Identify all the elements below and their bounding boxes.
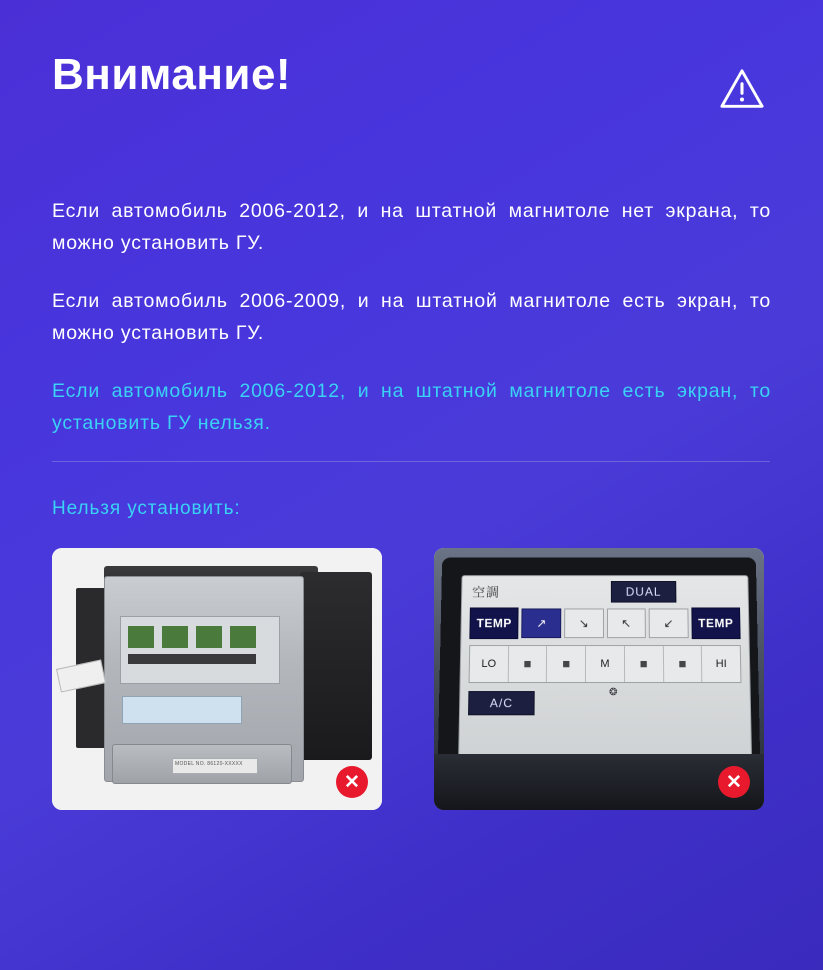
head-unit-photo-card[interactable] xyxy=(52,548,382,810)
spec-plate xyxy=(122,696,242,724)
ac-button[interactable]: A/C xyxy=(468,692,535,716)
mode-row xyxy=(461,608,748,640)
head-unit-illustration xyxy=(52,548,382,810)
paragraph-3-warning: Если автомобиль 2006-2012, и на штатной магнитоле есть экран, то установить ГУ нельзя. xyxy=(52,380,771,434)
paragraph-2: Если автомобиль 2006-2009, и на штатной магнитоле есть экран, то можно установить ГУ. xyxy=(52,290,771,344)
airflow-mode-2-button[interactable]: ↘ xyxy=(564,609,603,639)
board-chip xyxy=(196,626,222,648)
climate-display-photo-card[interactable] xyxy=(434,548,764,810)
airflow-mode-1-button[interactable]: ↗ xyxy=(522,609,562,639)
warning-triangle-icon xyxy=(719,66,765,112)
image-gallery xyxy=(52,548,771,810)
board-chip xyxy=(230,626,256,648)
screen-top-bar xyxy=(462,577,748,606)
fan-step-4[interactable]: ■ xyxy=(663,647,702,683)
temp-left-button[interactable]: TEMP xyxy=(469,608,519,640)
fan-step-3[interactable]: ■ xyxy=(625,647,664,683)
paragraph-1: Если автомобиль 2006-2012, и на штатной магнитоле нет экрана, то можно установить ГУ. xyxy=(52,200,771,254)
display-screen xyxy=(458,576,752,758)
not-supported-badge: ✕ xyxy=(718,766,750,798)
model-label: MODEL NO. 86120-XXXXX xyxy=(172,758,258,774)
fan-speed-row xyxy=(469,646,742,684)
page-title: Внимание! xyxy=(52,50,292,99)
section-subtitle: Нельзя установить: xyxy=(52,498,241,520)
display-bezel xyxy=(438,558,760,764)
fan-mid-button[interactable]: M xyxy=(586,647,625,683)
airflow-mode-3-button[interactable]: ↖ xyxy=(606,609,645,639)
fan-hi-button[interactable]: HI xyxy=(715,658,727,671)
climate-display-illustration xyxy=(434,548,764,810)
dual-button[interactable]: DUAL xyxy=(611,581,677,603)
fan-step-2[interactable]: ■ xyxy=(547,647,586,683)
chassis-side-panel xyxy=(300,572,372,760)
board-chip xyxy=(128,626,154,648)
fan-step-1[interactable]: ■ xyxy=(508,647,547,683)
body-text xyxy=(52,196,771,439)
fan-lo-button[interactable]: LO xyxy=(470,647,509,683)
fan-icon: ❂ xyxy=(609,687,618,699)
board-connector xyxy=(128,654,256,664)
climate-jp-label: 空調 xyxy=(472,584,501,600)
divider xyxy=(52,461,770,462)
display-base xyxy=(434,754,764,810)
board-chip xyxy=(162,626,188,648)
airflow-mode-4-button[interactable]: ↙ xyxy=(649,609,689,639)
temp-right-button[interactable]: TEMP xyxy=(691,608,741,640)
header xyxy=(52,52,771,144)
not-supported-badge: ✕ xyxy=(336,766,368,798)
